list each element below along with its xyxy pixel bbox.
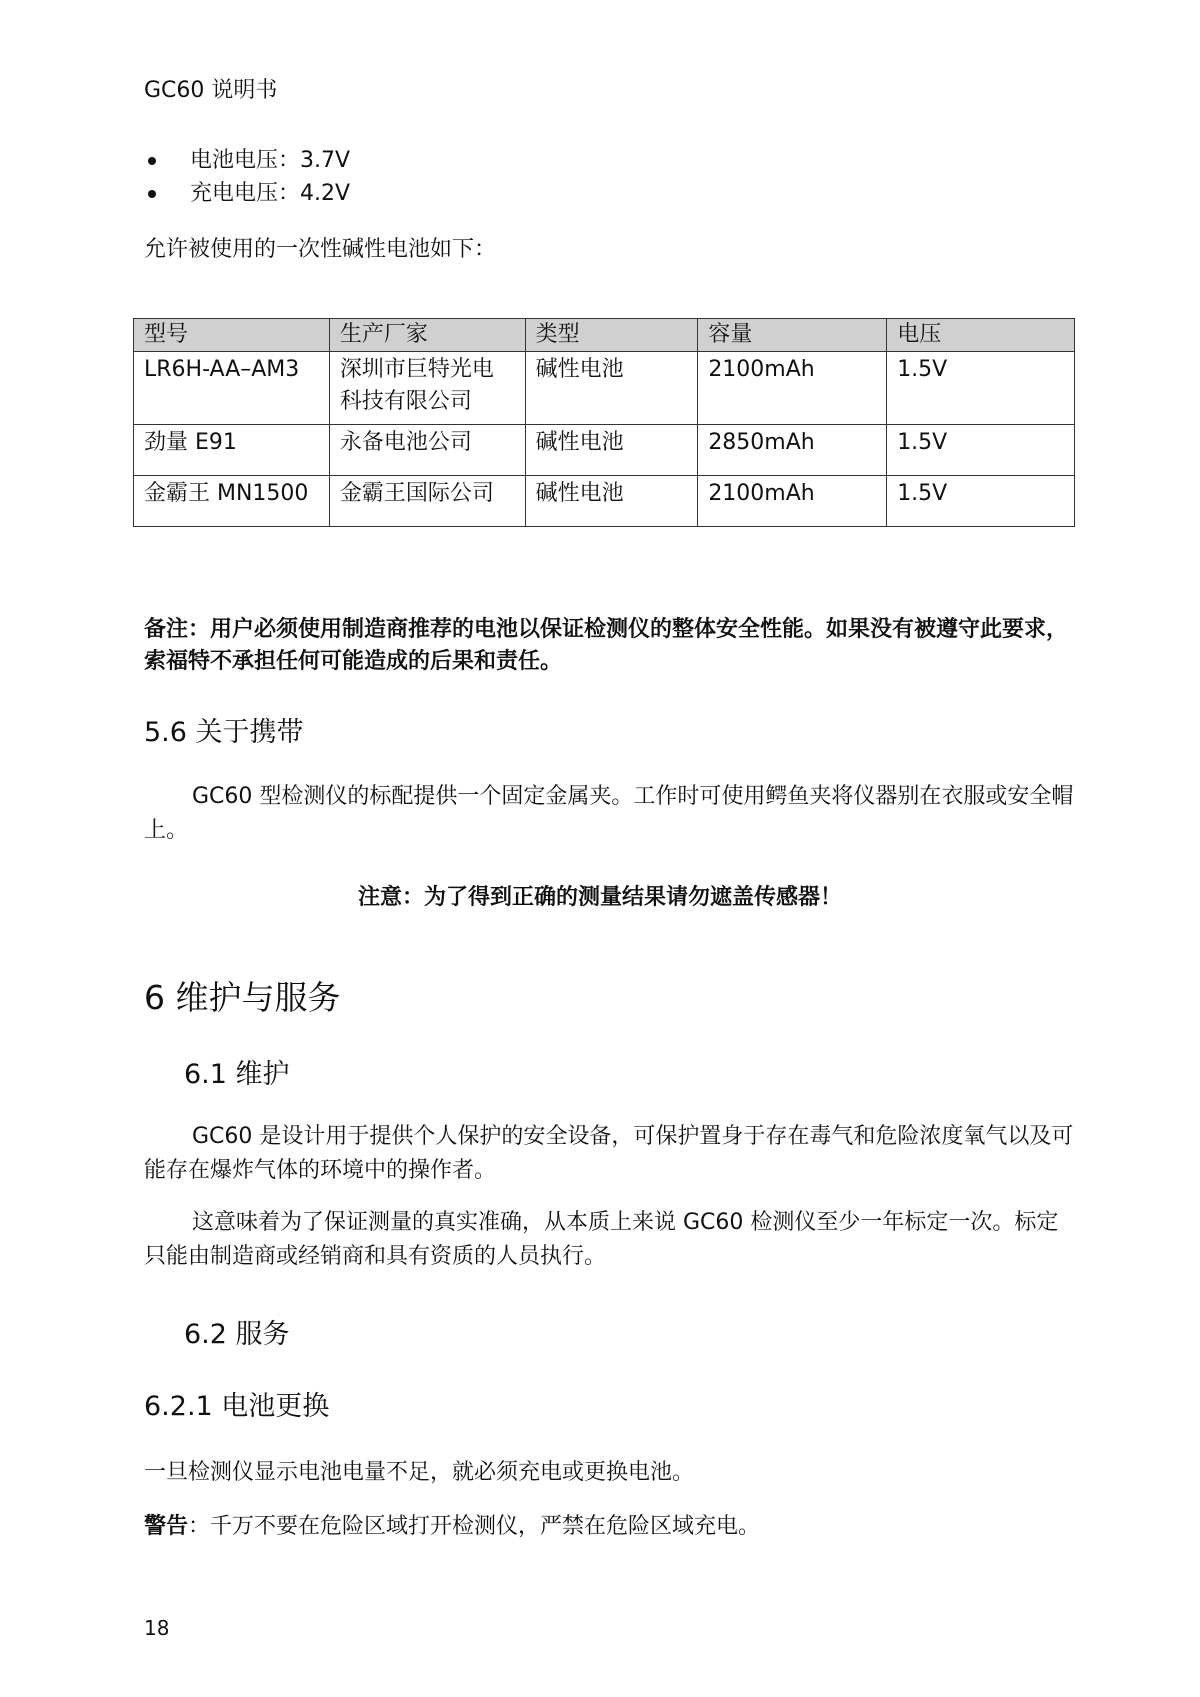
page-number: 18 — [144, 1616, 170, 1640]
table-cell: 碱性电池 — [525, 476, 698, 527]
section-6-1-paragraph-1: GC60 是设计用于提供个人保护的安全设备，可保护置身于存在毒气和危险浓度氧气以及可能存在爆炸气体的环境中的操作者。 — [144, 1124, 1074, 1183]
warning-label: 警告 — [144, 1514, 189, 1539]
table-header-row — [134, 319, 1075, 352]
bullet-text: 电池电压：3.7V — [190, 148, 351, 173]
table-row — [134, 352, 1075, 425]
table-cell: LR6H-AA–AM3 — [134, 352, 330, 425]
col-type: 类型 — [525, 319, 698, 352]
table-cell: 金霸王国际公司 — [329, 476, 525, 527]
table-cell: 劲量 E91 — [134, 425, 330, 476]
table-row — [134, 425, 1075, 476]
table-cell: 永备电池公司 — [329, 425, 525, 476]
battery-note: 备注：用户必须使用制造商推荐的电池以保证检测仪的整体安全性能。如果没有被遵守此要求，索福特不承担任何可能造成的后果和责任。 — [144, 617, 1069, 674]
section-6-1-heading: 6.1 维护 — [184, 1059, 290, 1090]
bullet-icon — [148, 157, 156, 165]
table-cell: 1.5V — [887, 352, 1075, 425]
table-cell: 深圳市巨特光电科技有限公司 — [329, 352, 525, 425]
table-cell: 2100mAh — [698, 476, 887, 527]
intro-paragraph: 允许被使用的一次性碱性电池如下： — [144, 237, 497, 262]
table-row — [134, 476, 1075, 527]
page-header: GC60 说明书 — [144, 78, 278, 103]
table-cell: 金霸王 MN1500 — [134, 476, 330, 527]
battery-replacement-paragraph: 一旦检测仪显示电池电量不足，就必须充电或更换电池。 — [144, 1460, 695, 1485]
table-cell: 碱性电池 — [525, 425, 698, 476]
danger-warning — [144, 1510, 1074, 1544]
table-cell: 1.5V — [887, 425, 1075, 476]
col-voltage: 电压 — [887, 319, 1075, 352]
table-cell: 1.5V — [887, 476, 1075, 527]
section-6-1-paragraph-2: 这意味着为了保证测量的真实准确，从本质上来说 GC60 检测仪至少一年标定一次。标定只能由制造商或经销商和具有资质的人员执行。 — [144, 1210, 1059, 1269]
list-item — [144, 144, 350, 177]
spec-bullets — [144, 144, 350, 210]
warning-text: ：千万不要在危险区域打开检测仪，严禁在危险区域充电。 — [188, 1514, 761, 1539]
section-5-6-heading: 5.6 关于携带 — [144, 717, 304, 748]
bullet-icon — [148, 190, 156, 198]
section-6-2-heading: 6.2 服务 — [184, 1319, 290, 1350]
table-cell: 碱性电池 — [525, 352, 698, 425]
battery-table — [133, 318, 1075, 527]
list-item — [144, 177, 350, 210]
col-manufacturer: 生产厂家 — [329, 319, 525, 352]
col-model: 型号 — [134, 319, 330, 352]
sensor-warning: 注意：为了得到正确的测量结果请勿遮盖传感器！ — [357, 885, 842, 910]
table-cell: 2100mAh — [698, 352, 887, 425]
section-5-6-paragraph: GC60 型检测仪的标配提供一个固定金属夹。工作时可使用鳄鱼夹将仪器别在衣服或安全帽上。 — [144, 784, 1074, 843]
col-capacity: 容量 — [698, 319, 887, 352]
chapter-6-heading: 6 维护与服务 — [144, 978, 341, 1017]
bullet-text: 充电电压：4.2V — [190, 181, 351, 206]
table-cell: 2850mAh — [698, 425, 887, 476]
section-6-2-1-heading: 6.2.1 电池更换 — [144, 1391, 330, 1422]
